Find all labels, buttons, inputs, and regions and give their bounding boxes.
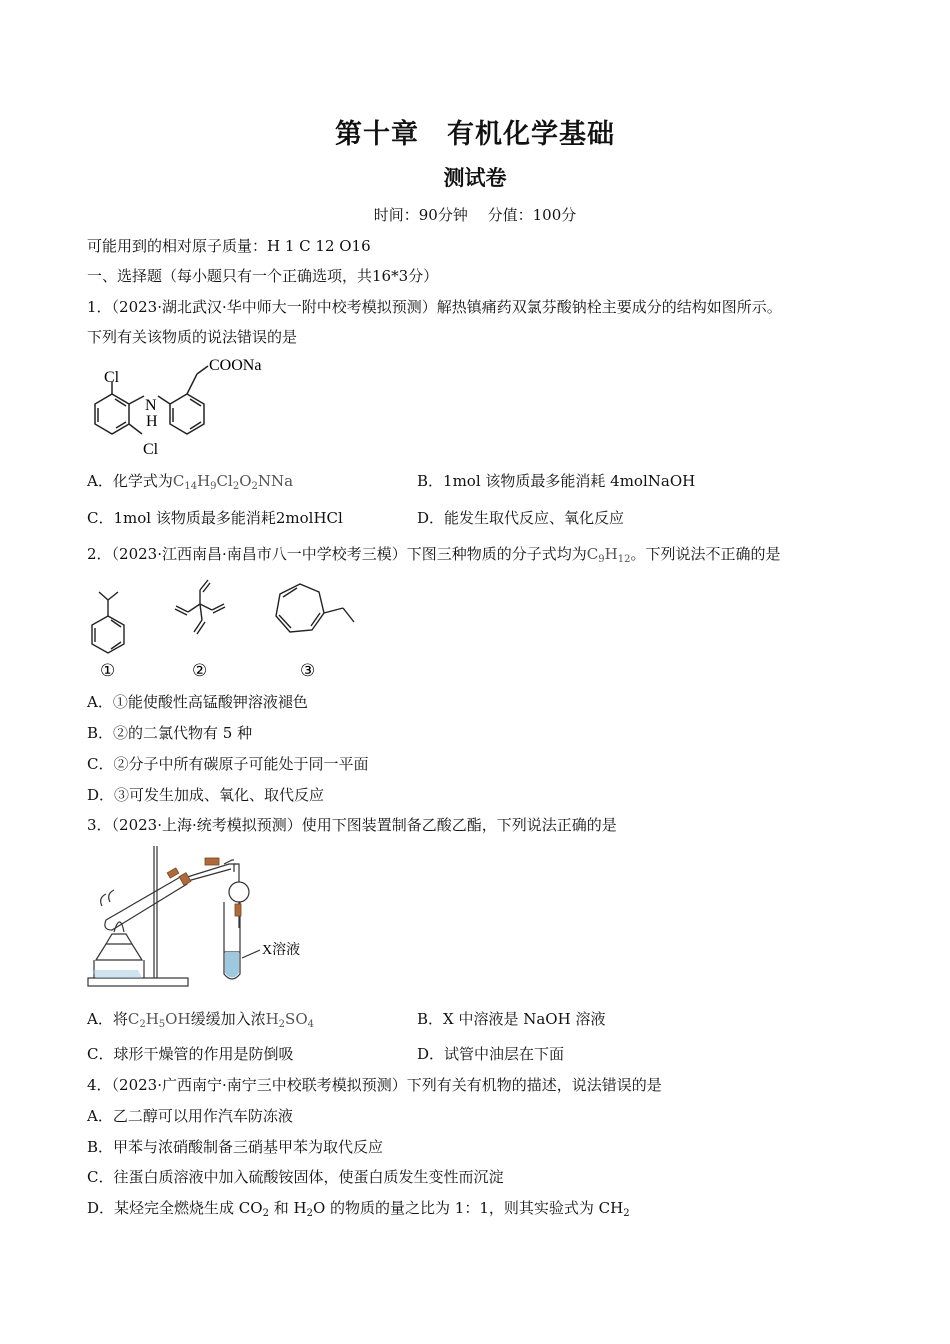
section-heading: 一、选择题（每小题只有一个正确选项，共16*3分）: [87, 267, 439, 285]
q1-stem-line1: 1．（2023·湖北武汉·华中师大一附中校考模拟预测）解热镇痛药双氯芬酸钠栓主要成分的结构如图所示。: [87, 298, 782, 316]
q1-option-c: [87, 508, 343, 528]
q2-label-2: ②: [192, 661, 208, 680]
atomic-mass-note: 可能用到的相对原子质量：H 1 C 12 O16: [87, 237, 371, 255]
q1-option-a-text: A．化学式为: [87, 472, 173, 490]
q2-option-d: D．③可发生加成、氧化、取代反应: [87, 786, 325, 804]
q2-option-c: C．②分子中所有碳原子可能处于同一平面: [87, 755, 369, 773]
q3-option-d: D．试管中油层在下面: [417, 1045, 565, 1063]
q3-option-a: A．将$C_2H_5OH$缓缓加入浓$H_2SO_4$: [87, 1010, 314, 1030]
q3-apparatus-diagram: [84, 842, 324, 994]
q1-option-c-formula: 2molHCl: [275, 509, 343, 527]
q1-option-d: D．能发生取代反应、氧化反应: [417, 509, 625, 527]
q4-option-d: D．某烃完全燃烧生成 $CO_2$ 和 $H_2O$ 的物质的量之比为 1：1，则其实验式为 $CH_2$: [87, 1199, 630, 1219]
q2-structures-diagram: [82, 570, 382, 682]
q2-formula: $C_9H_{12}$: [586, 545, 631, 565]
q1-stem-line2: 下列有关该物质的说法错误的是: [87, 328, 298, 346]
q3-option-a-formula1: $C_2H_5OH$: [127, 1010, 191, 1030]
q4-option-b: B．甲苯与浓硝酸制备三硝基甲苯为取代反应: [87, 1138, 384, 1156]
page-title: 第十章 有机化学基础: [335, 119, 615, 150]
q3-option-b: B．X 中溶液是 NaOH 溶液: [417, 1010, 606, 1028]
q1-coona-group: COONa: [209, 357, 262, 374]
q3-stem: 3．（2023·上海·统考模拟预测）使用下图装置制备乙酸乙酯，下列说法正确的是: [87, 816, 617, 834]
q4-option-a: A．乙二醇可以用作汽车防冻液: [87, 1107, 293, 1125]
q1-option-b: B．1mol 该物质最多能消耗 4molNaOH: [417, 472, 696, 490]
q1-cl-top: Cl: [104, 369, 120, 386]
exam-meta: 时间：90分钟 分值：100分: [373, 206, 577, 224]
q3-x-solution-label: X溶液: [262, 943, 301, 958]
q2-stem: 2．（2023·江西南昌·南昌市八一中学校考三模）下图三种物质的分子式均为$C_9H_{12}$。下列说法不正确的是: [87, 545, 781, 565]
q1-option-a-formula: $C_{14}H_9Cl_2O_2NNa$: [172, 472, 294, 492]
q4-option-c: C．往蛋白质溶液中加入硫酸铵固体，使蛋白质发生变性而沉淀: [87, 1168, 504, 1186]
page-subtitle: 测试卷: [443, 166, 507, 190]
q4-stem: 4．（2023·广西南宁·南宁三中校联考模拟预测）下列有关有机物的描述，说法错误的是: [87, 1076, 662, 1094]
q2-option-a: A．①能使酸性高锰酸钾溶液褪色: [87, 693, 308, 711]
q2-label-1: ①: [100, 661, 116, 680]
q1-amine-h: H: [146, 413, 158, 430]
q2-option-b: B．②的二氯代物有 5 种: [87, 724, 253, 742]
q1-cl-bottom: Cl: [143, 441, 159, 458]
q1-structure-diagram: [82, 352, 282, 460]
q1-option-a: [87, 471, 293, 497]
q3-option-a-formula2: $H_2SO_4$: [265, 1010, 314, 1030]
q1-option-c-text: C．1mol 该物质最多能消耗: [87, 509, 276, 527]
q1-amine-n: N: [145, 397, 157, 414]
q3-option-c: C．球形干燥管的作用是防倒吸: [87, 1045, 294, 1063]
q2-label-3: ③: [300, 661, 316, 680]
